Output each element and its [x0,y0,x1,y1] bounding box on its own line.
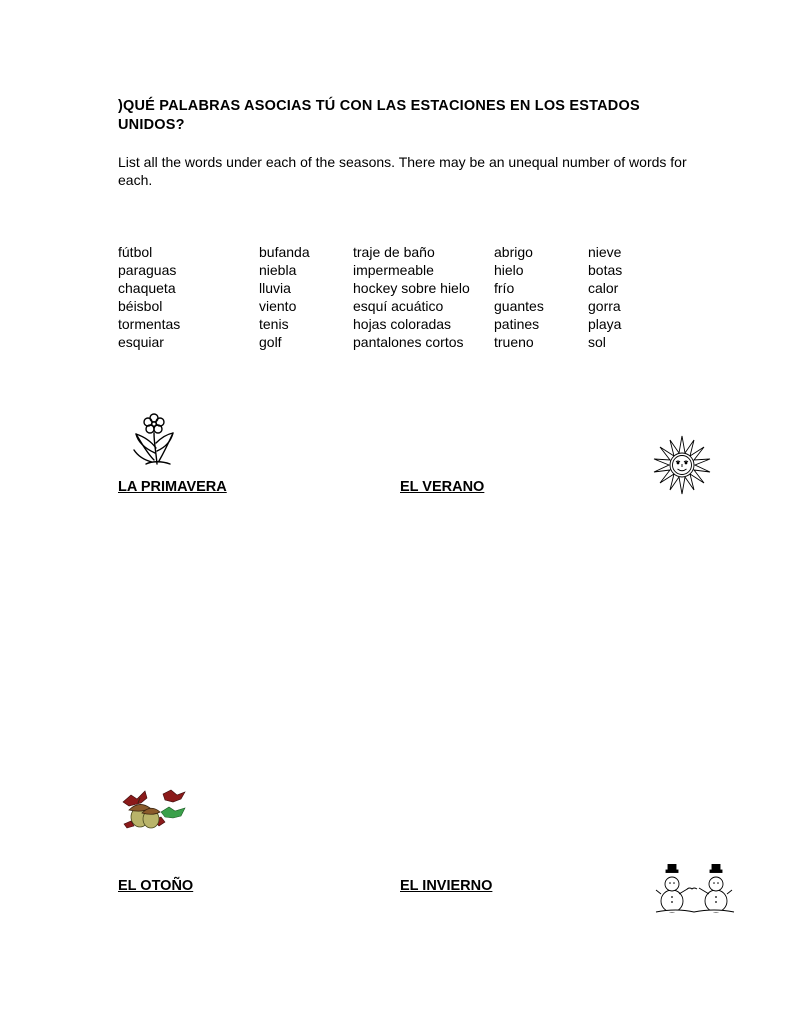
word-column-2 [259,243,310,351]
heading-autumn: EL OTOÑO [118,878,194,894]
word-column-5 [588,243,622,351]
word-item: viento [259,298,297,314]
word-item: esquiar [118,334,164,350]
word-item: paraguas [118,262,177,278]
word-item: sol [588,334,606,350]
word-item: tormentas [118,316,181,332]
word-item: abrigo [494,244,533,260]
word-column-4 [494,243,544,351]
heading-winter: EL INVIERNO [400,878,493,894]
word-item: chaqueta [118,280,176,296]
word-item: pantalones cortos [353,334,464,350]
word-item: hielo [494,262,524,278]
word-item: lluvia [259,280,291,296]
worksheet-title: )QUÉ PALABRAS ASOCIAS TÚ CON LAS ESTACIONES EN LOS ESTADOS UNIDOS? [118,98,640,133]
word-item: tenis [259,316,289,332]
word-item: golf [259,334,282,350]
flower-icon [130,410,178,468]
word-item: traje de baño [353,244,435,260]
word-item: calor [588,280,619,296]
word-item: hockey sobre hielo [353,280,470,296]
word-column-1 [118,243,180,351]
word-item: patines [494,316,540,332]
word-item: frío [494,280,515,296]
heading-summer: EL VERANO [400,479,485,495]
sun-face-icon [653,435,711,495]
word-item: niebla [259,262,297,278]
word-item: gorra [588,298,621,314]
snowmen-icon [655,864,735,914]
acorn-leaves-icon [117,786,189,832]
word-item: guantes [494,298,544,314]
word-item: impermeable [353,262,434,278]
word-item: botas [588,262,623,278]
word-item: béisbol [118,298,163,314]
word-item: nieve [588,244,622,260]
word-column-3 [353,243,470,351]
instructions-text: List all the words under each of the seasons. There may be an unequal number of words for each. [118,154,687,188]
word-item: bufanda [259,244,310,260]
word-item: hojas coloradas [353,316,452,332]
word-item: playa [588,316,622,332]
word-item: trueno [494,334,534,350]
heading-spring: LA PRIMAVERA [118,479,227,495]
word-item: esquí acuático [353,298,444,314]
word-item: fútbol [118,244,153,260]
